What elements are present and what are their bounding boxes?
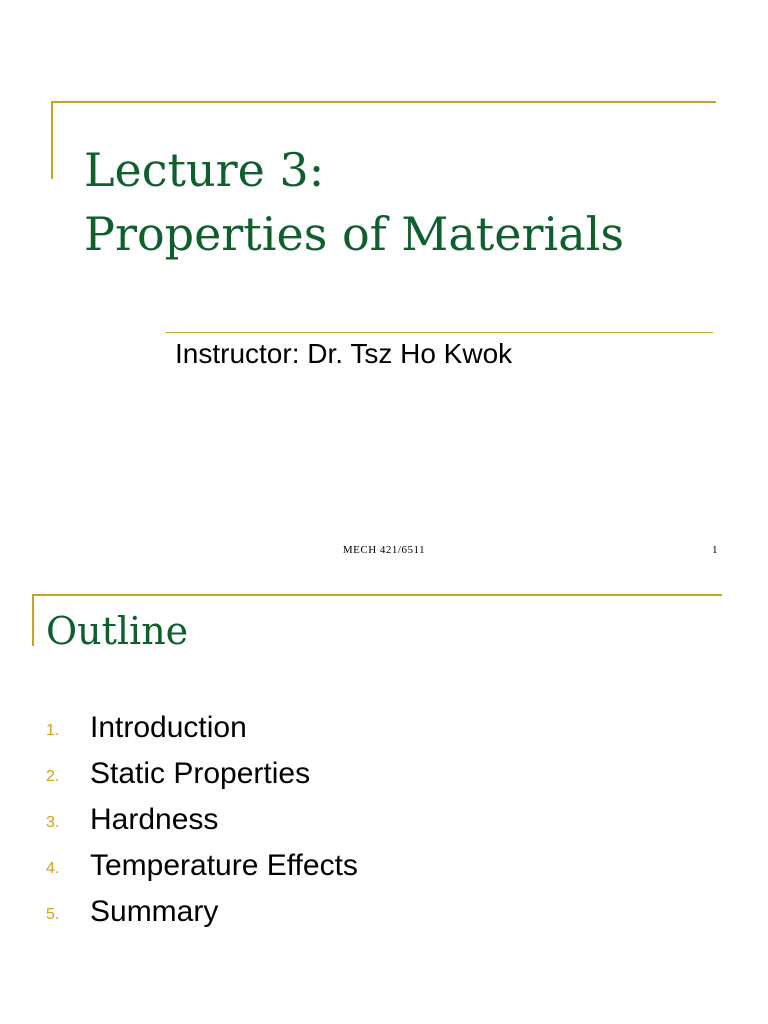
list-number: 3. [46,814,60,831]
subtitle-rule [166,332,713,333]
list-label: Temperature Effects [90,849,358,882]
list-item [0,894,700,940]
list-label: Hardness [90,803,219,836]
list-label: Static Properties [90,757,311,790]
outline-title: Outline [46,609,189,653]
instructor-text: Instructor: Dr. Tsz Ho Kwok [175,338,513,369]
top-rule [32,594,722,596]
list-item [0,848,700,894]
outline-slide [0,576,768,1024]
footer-course-code: MECH 421/6511 [342,544,426,556]
list-label: Introduction [90,711,247,744]
list-number: 4. [46,860,60,877]
left-rule [32,594,34,646]
list-label: Summary [90,895,219,928]
list-item [0,802,700,848]
slide-title [84,138,624,266]
outline-list [0,710,700,940]
top-rule [51,101,716,103]
list-number: 5. [46,906,60,923]
list-item [0,710,700,756]
list-number: 2. [46,768,60,785]
left-rule [51,101,53,179]
list-number: 1. [46,722,60,739]
title-line-2: Properties of Materials [84,207,624,261]
title-line-1: Lecture 3: [84,143,325,197]
list-item [0,756,700,802]
footer-page-number: 1 [712,544,718,556]
